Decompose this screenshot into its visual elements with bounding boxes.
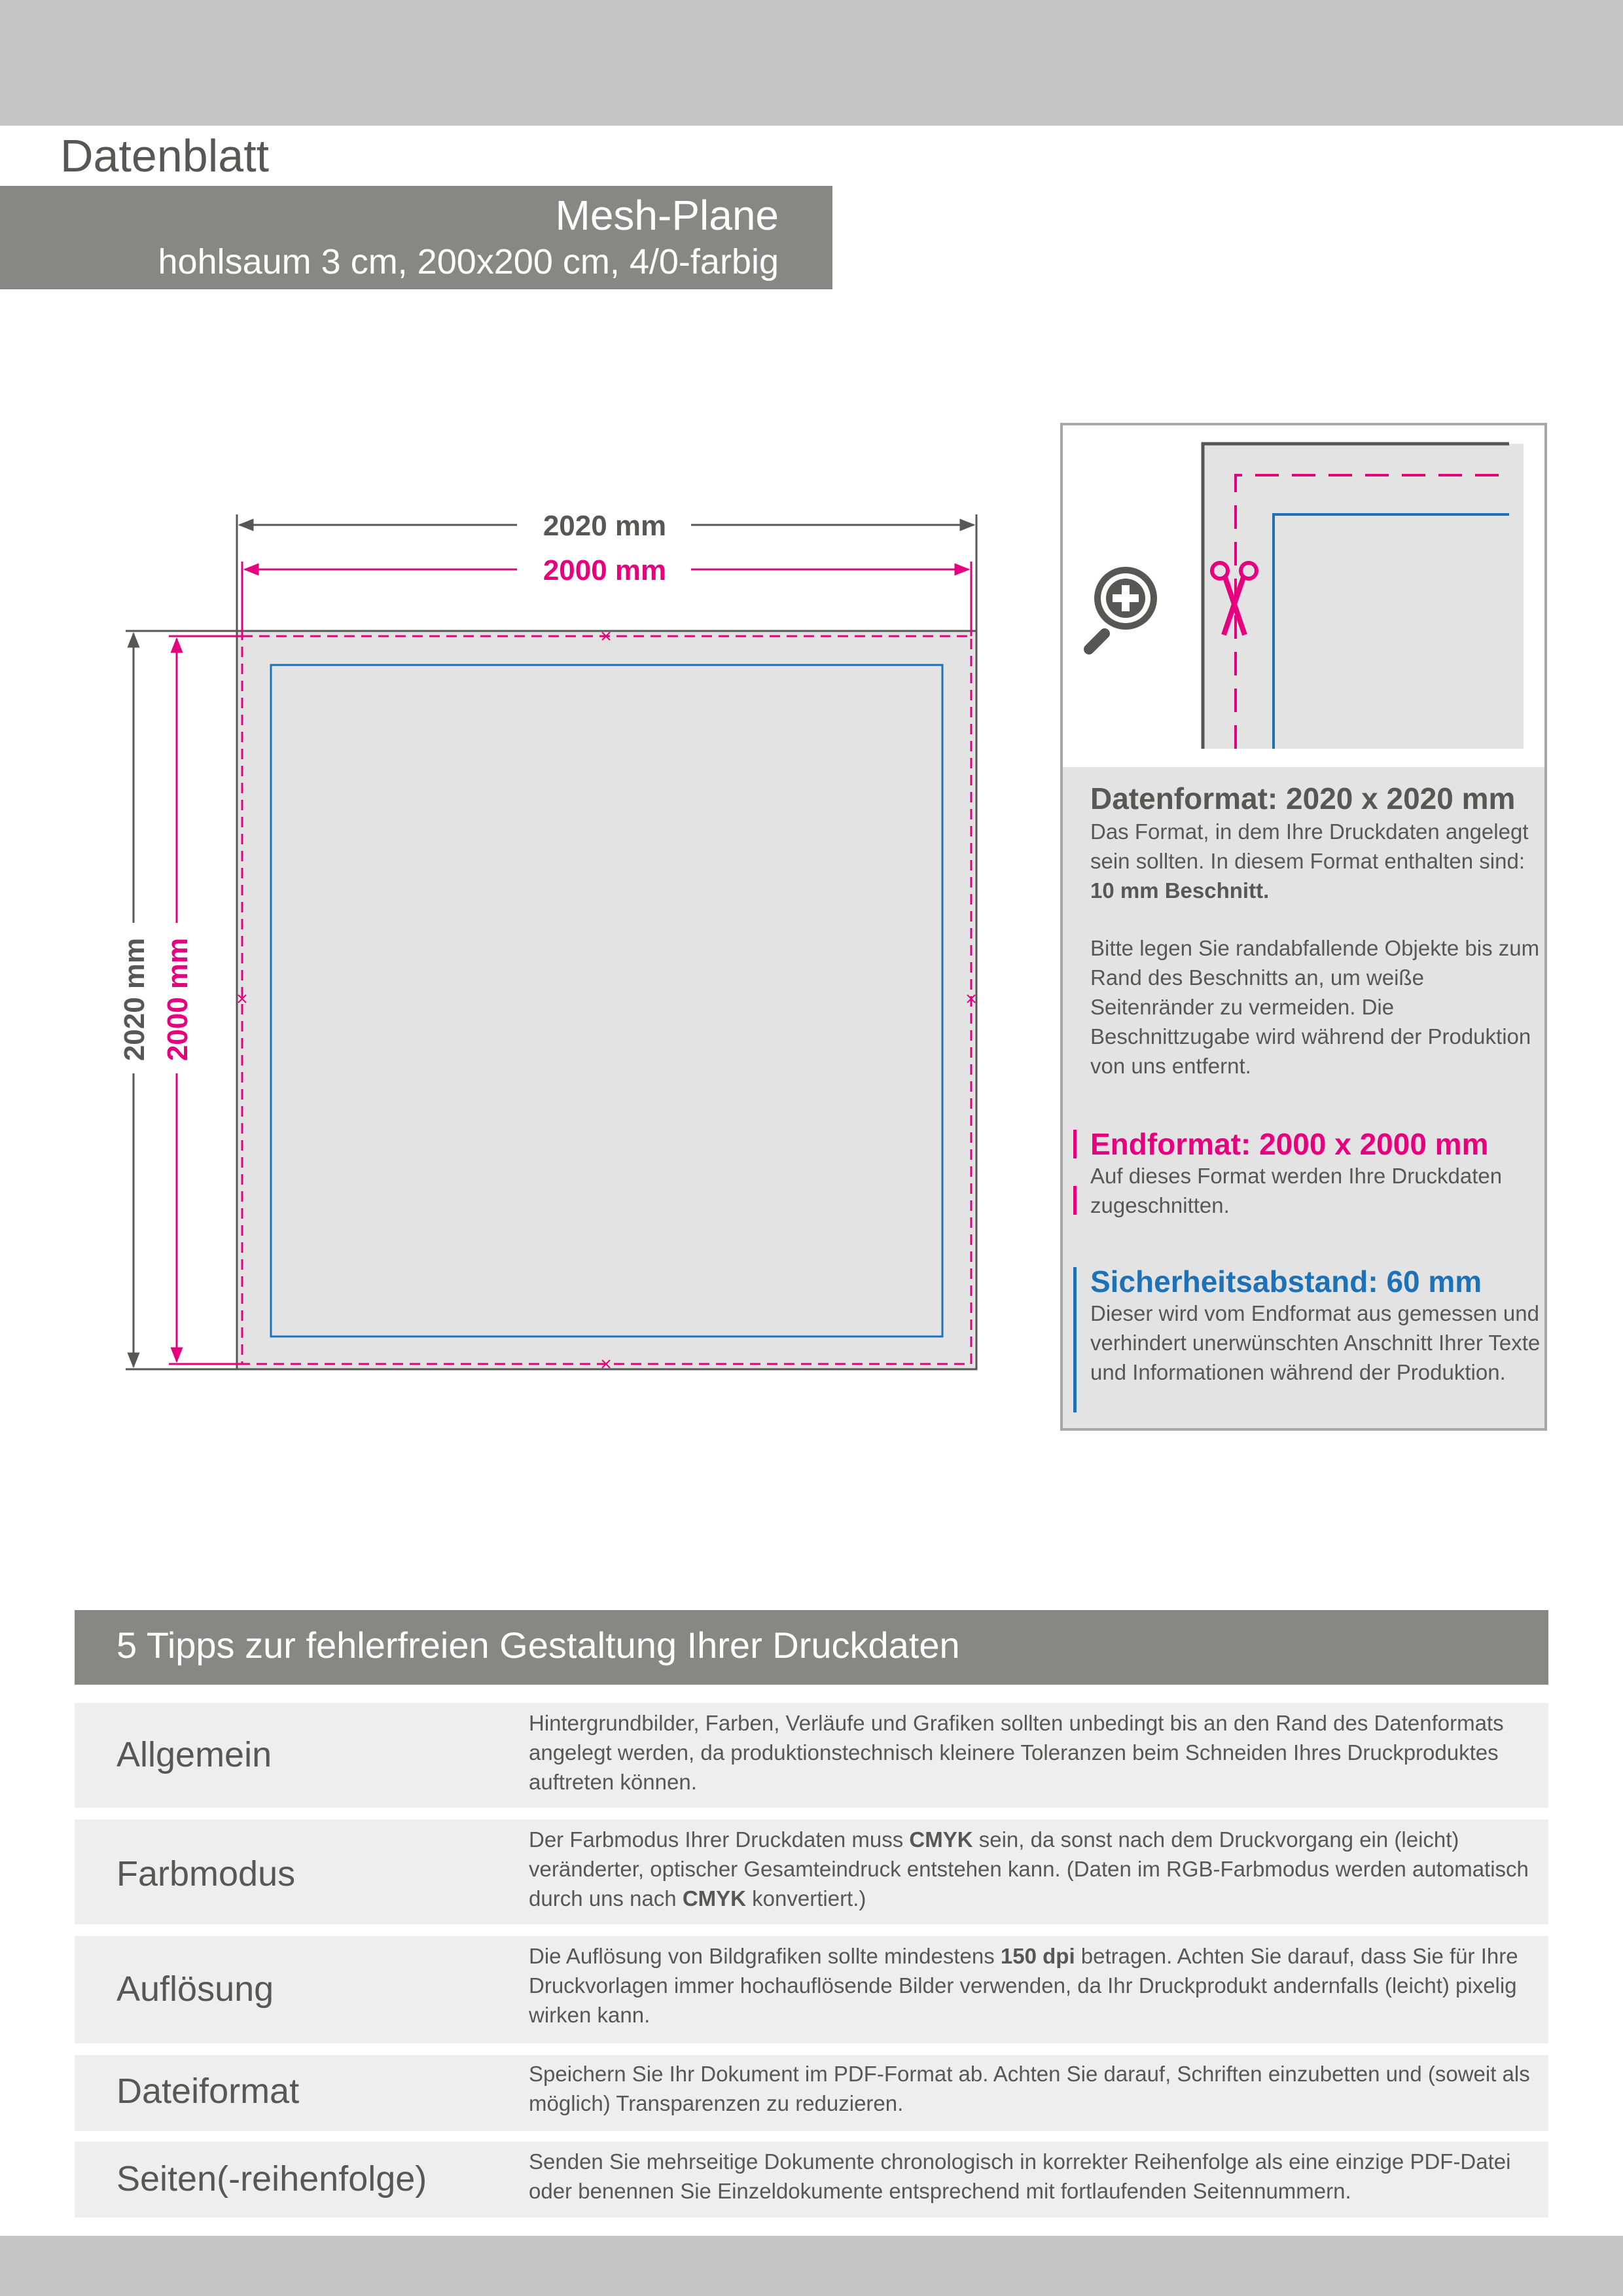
safety-marker — [1073, 1267, 1077, 1412]
inner-height-label: 2000 mm — [162, 937, 194, 1062]
safety-distance-heading: Sicherheitsabstand: 60 mm — [1090, 1265, 1482, 1299]
data-format-text — [1090, 817, 1542, 905]
tip-text: Der Farbmodus Ihrer Druckdaten muss CMYK sein, da sonst nach dem Druckvorgang ein (leicht) veränderter, optischer Gesamteindruck entstehen kann. (Daten im RGB-Farbmodus werden automatisch durch uns nach CMYK konvertiert.) — [529, 1827, 1529, 1910]
end-format-marker — [1073, 1130, 1077, 1158]
doc-label: Datenblatt — [60, 130, 270, 181]
zoom-detail — [1063, 425, 1544, 767]
tip-text: Speichern Sie Ihr Dokument im PDF-Format ab. Achten Sie darauf, Schriften einzubetten und (soweit als möglich) Transparenzen zu reduzieren. — [529, 2062, 1530, 2115]
tip-text: Senden Sie mehrseitige Dokumente chronologisch in korrekter Reihenfolge als eine einzige PDF-Datei oder benennen Sie Einzeldokumente entsprechend mit fortlaufenden Seitennummern. — [529, 2149, 1511, 2203]
product-specs: hohlsaum 3 cm, 200x200 cm, 4/0-farbig — [158, 242, 779, 281]
tip-label: Farbmodus — [116, 1854, 296, 1893]
end-format-marker — [1073, 1186, 1077, 1215]
tip-text: Hintergrundbilder, Farben, Verläufe und Grafiken sollten unbedingt bis an den Rand des Datenformats angelegt werden, da produktionstechnisch kleinere Toleranzen beim Schneiden Ihres Druckproduktes auftreten können. — [529, 1711, 1504, 1794]
bleed-amount: 10 mm Beschnitt. — [1090, 878, 1270, 903]
tip-label: Allgemein — [116, 1735, 272, 1774]
bleed-area — [237, 631, 976, 1369]
end-format-heading: Endformat: 2000 x 2000 mm — [1090, 1127, 1489, 1161]
data-format-heading: Datenformat: 2020 x 2020 mm — [1090, 781, 1516, 816]
end-format-text: Auf dieses Format werden Ihre Druckdaten zugeschnitten. — [1090, 1164, 1503, 1217]
safety-distance-text: Dieser wird vom Endformat aus gemessen und verhindert unerwünschten Anschnitt Ihrer Texte und Informationen während der Produktion. — [1090, 1301, 1541, 1384]
bleed-advice-text: Bitte legen Sie randabfallende Objekte bis zum Rand des Beschnitts an, um weiße Seitenränder zu vermeiden. Die Beschnittzugabe wird während der Produktion von uns entfernt. — [1090, 936, 1540, 1078]
format-diagram — [105, 497, 995, 1388]
outer-height-label: 2020 mm — [118, 937, 151, 1062]
outer-width-label: 2020 mm — [543, 510, 667, 542]
bottom-band — [0, 2236, 1623, 2296]
tips-title: 5 Tipps zur fehlerfreien Gestaltung Ihrer Druckdaten — [116, 1624, 960, 1666]
tip-text: Die Auflösung von Bildgrafiken sollte mindestens 150 dpi betragen. Achten Sie darauf, dass Sie für Ihre Druckvorlagen immer hochauflösende Bilder verwenden, da Ihr Druckprodukt andernfalls (leicht) pixelig wirken kann. — [529, 1944, 1518, 2027]
tip-label: Auflösung — [116, 1969, 274, 2009]
zoom-in-icon — [1089, 567, 1157, 649]
inner-width-label: 2000 mm — [543, 554, 667, 586]
tip-label: Seiten(-reihenfolge) — [116, 2159, 427, 2198]
data-format-text-part: Das Format, in dem Ihre Druckdaten angelegt sein sollten. In diesem Format enthalten sind: — [1090, 819, 1529, 873]
top-band — [0, 0, 1623, 126]
tip-label: Dateiformat — [116, 2072, 300, 2111]
product-title: Mesh-Plane — [555, 192, 779, 239]
